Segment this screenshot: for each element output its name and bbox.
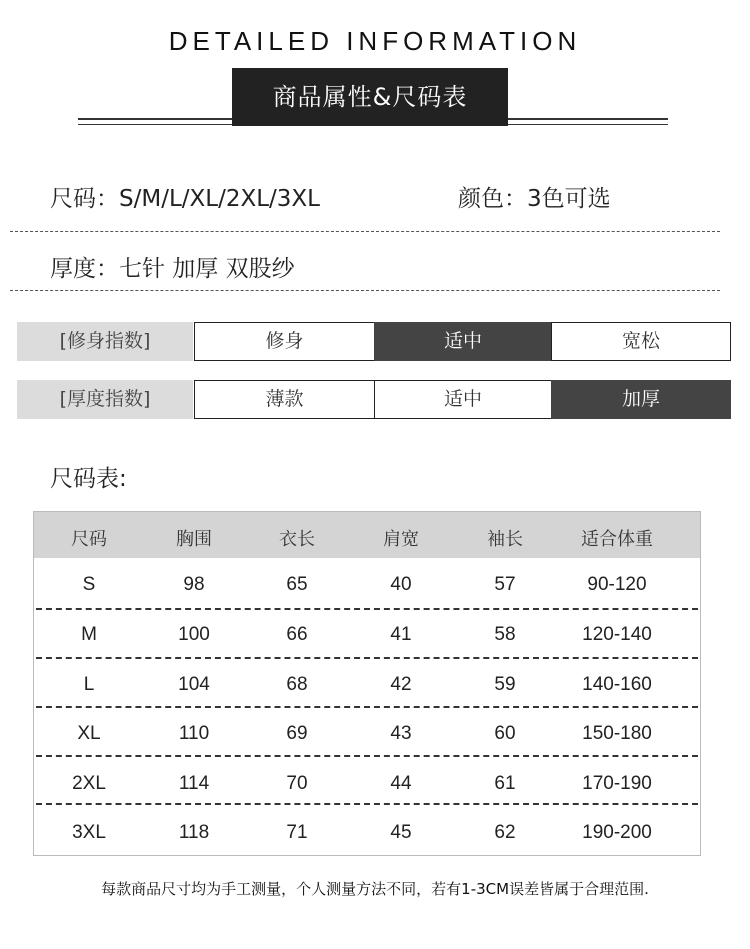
cell-chest: 114 <box>178 773 210 794</box>
header-rule-left <box>78 118 232 120</box>
cell-size: S <box>82 574 96 595</box>
header-cell-length: 衣长 <box>279 529 315 550</box>
cell-shoulder: 41 <box>390 624 412 645</box>
cell-sleeve: 58 <box>494 624 516 645</box>
cell-sleeve: 57 <box>494 574 516 595</box>
cell-chest: 100 <box>178 624 210 645</box>
info-divider <box>10 290 720 291</box>
header-cell-chest: 胸围 <box>176 529 212 550</box>
table-header-row <box>34 512 700 558</box>
cell-length: 66 <box>286 624 308 645</box>
header-rule-right-lower <box>508 124 668 125</box>
cell-chest: 104 <box>178 674 210 695</box>
cell-sleeve: 59 <box>494 674 516 695</box>
cell-sleeve: 60 <box>494 723 516 744</box>
row-separator <box>36 706 698 708</box>
info-divider <box>10 231 720 232</box>
cell-shoulder: 43 <box>390 723 412 744</box>
color-info: 颜色：3色可选 <box>458 186 611 212</box>
cell-length: 68 <box>286 674 308 695</box>
thickness-info: 厚度：七针 加厚 双股纱 <box>50 256 295 282</box>
fit-option-loose: 宽松 <box>551 322 731 361</box>
fit-index-label: [修身指数] <box>17 322 193 361</box>
row-separator <box>36 657 698 659</box>
cell-weight: 120-140 <box>582 624 652 645</box>
fit-option-slim: 修身 <box>194 322 375 361</box>
cell-chest: 118 <box>178 822 210 843</box>
cell-chest: 98 <box>183 574 205 595</box>
row-separator <box>36 803 698 805</box>
header-rule-right <box>508 118 668 120</box>
cell-weight: 190-200 <box>582 822 652 843</box>
cell-weight: 90-120 <box>587 574 647 595</box>
measurement-footnote: 每款商品尺寸均为手工测量，个人测量方法不同，若有1-3CM误差皆属于合理范围. <box>101 880 649 898</box>
header-cell-sleeve: 袖长 <box>487 529 523 550</box>
cell-length: 69 <box>286 723 308 744</box>
header-cell-weight: 适合体重 <box>581 529 653 550</box>
cell-sleeve: 61 <box>494 773 516 794</box>
size-chart-table <box>33 511 701 856</box>
thickness-option-medium: 适中 <box>374 380 552 419</box>
thickness-index-label: [厚度指数] <box>17 380 193 419</box>
header-title: DETAILED INFORMATION <box>168 26 582 56</box>
fit-option-regular: 适中 <box>374 322 552 361</box>
thickness-option-thin: 薄款 <box>194 380 375 419</box>
cell-length: 65 <box>286 574 308 595</box>
cell-chest: 110 <box>178 723 210 744</box>
header-cell-shoulder: 肩宽 <box>383 529 419 550</box>
cell-shoulder: 40 <box>390 574 412 595</box>
cell-shoulder: 42 <box>390 674 412 695</box>
cell-size: 2XL <box>72 773 106 794</box>
section-banner: 商品属性&尺码表 <box>232 68 508 126</box>
cell-sleeve: 62 <box>494 822 516 843</box>
cell-shoulder: 44 <box>390 773 412 794</box>
cell-size: XL <box>77 723 101 744</box>
cell-size: M <box>81 624 97 645</box>
row-separator <box>36 608 698 610</box>
cell-length: 71 <box>286 822 308 843</box>
row-separator <box>36 755 698 757</box>
size-info: 尺码：S/M/L/XL/2XL/3XL <box>50 186 320 212</box>
cell-size: L <box>83 674 95 695</box>
cell-size: 3XL <box>72 822 106 843</box>
cell-weight: 170-190 <box>582 773 652 794</box>
size-chart-title: 尺码表: <box>50 466 127 492</box>
cell-weight: 140-160 <box>582 674 652 695</box>
cell-weight: 150-180 <box>582 723 652 744</box>
cell-length: 70 <box>286 773 308 794</box>
header-cell-size: 尺码 <box>71 529 107 550</box>
thickness-option-thick: 加厚 <box>551 380 731 419</box>
cell-shoulder: 45 <box>390 822 412 843</box>
header-rule-left-lower <box>78 124 232 125</box>
